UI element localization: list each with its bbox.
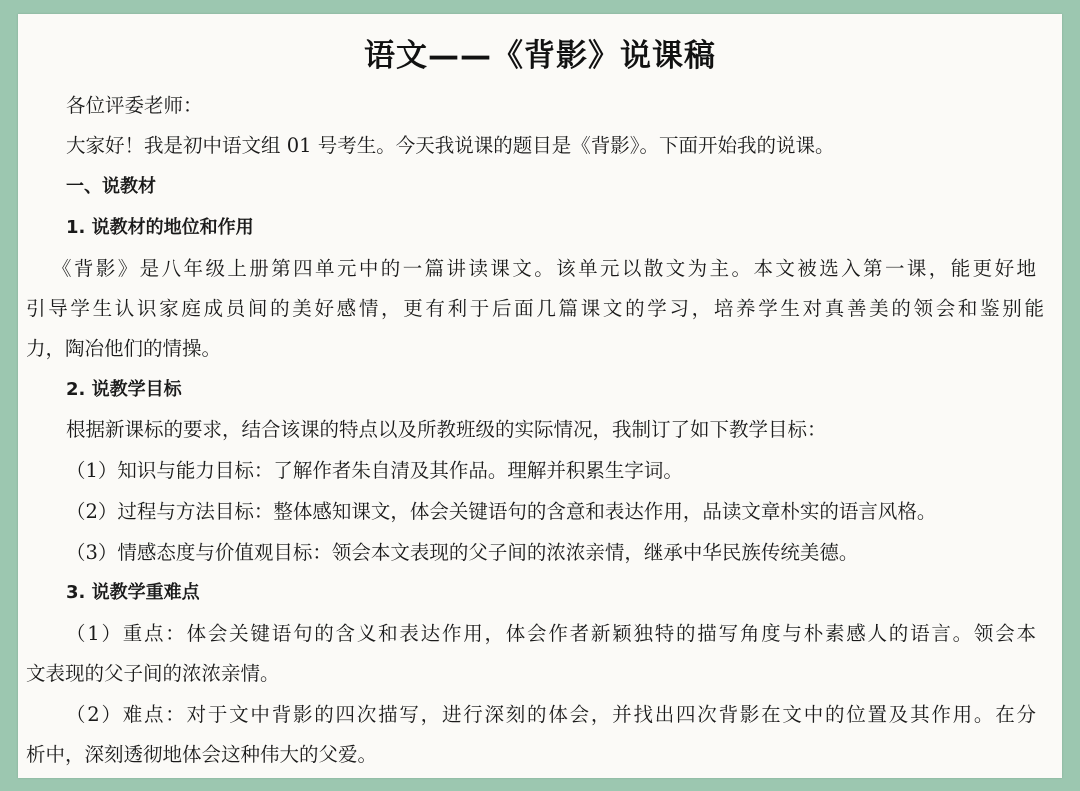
document-page (18, 14, 1062, 778)
difficult-point-line: （2）难点：对于文中背影的四次描写，进行深刻的体会，并找出四次背影在文中的位置及其作用。在分 (66, 703, 1036, 726)
subheading-key-difficult-points: 3. 说教学重难点 (66, 582, 200, 603)
paragraph-line: 《背影》是八年级上册第四单元中的一篇讲读课文。该单元以散文为主。本文被选入第一课，能更好地 (52, 257, 1036, 280)
page-title: 语文——《背影》说课稿 (364, 38, 716, 74)
section-heading-teaching-material: 一、说教材 (66, 176, 156, 197)
subheading-material-role: 1. 说教材的地位和作用 (66, 217, 254, 238)
key-point-line: （1）重点：体会关键语句的含义和表达作用，体会作者新颖独特的描写角度与朴素感人的语言。领会本 (66, 622, 1036, 645)
paragraph-line: 力，陶冶他们的情操。 (26, 337, 222, 360)
goals-intro: 根据新课标的要求，结合该课的特点以及所教班级的实际情况，我制订了如下教学目标： (66, 418, 827, 441)
goal-item: （3）情感态度与价值观目标：领会本文表现的父子间的浓浓亲情，继承中华民族传统美德。 (66, 541, 859, 564)
intro-paragraph: 大家好！我是初中语文组 01 号考生。今天我说课的题目是《背影》。下面开始我的说课。 (66, 134, 835, 157)
difficult-point-line: 析中，深刻透彻地体会这种伟大的父爱。 (26, 743, 378, 766)
key-point-line: 文表现的父子间的浓浓亲情。 (26, 662, 280, 685)
greeting: 各位评委老师： (66, 94, 203, 117)
subheading-teaching-goals: 2. 说教学目标 (66, 379, 182, 400)
paragraph-line: 引导学生认识家庭成员间的美好感情，更有利于后面几篇课文的学习，培养学生对真善美的领会和鉴别能 (26, 297, 1044, 320)
goal-item: （2）过程与方法目标：整体感知课文，体会关键语句的含意和表达作用，品读文章朴实的语言风格。 (66, 500, 937, 523)
goal-item: （1）知识与能力目标：了解作者朱自清及其作品。理解并积累生字词。 (66, 459, 683, 482)
